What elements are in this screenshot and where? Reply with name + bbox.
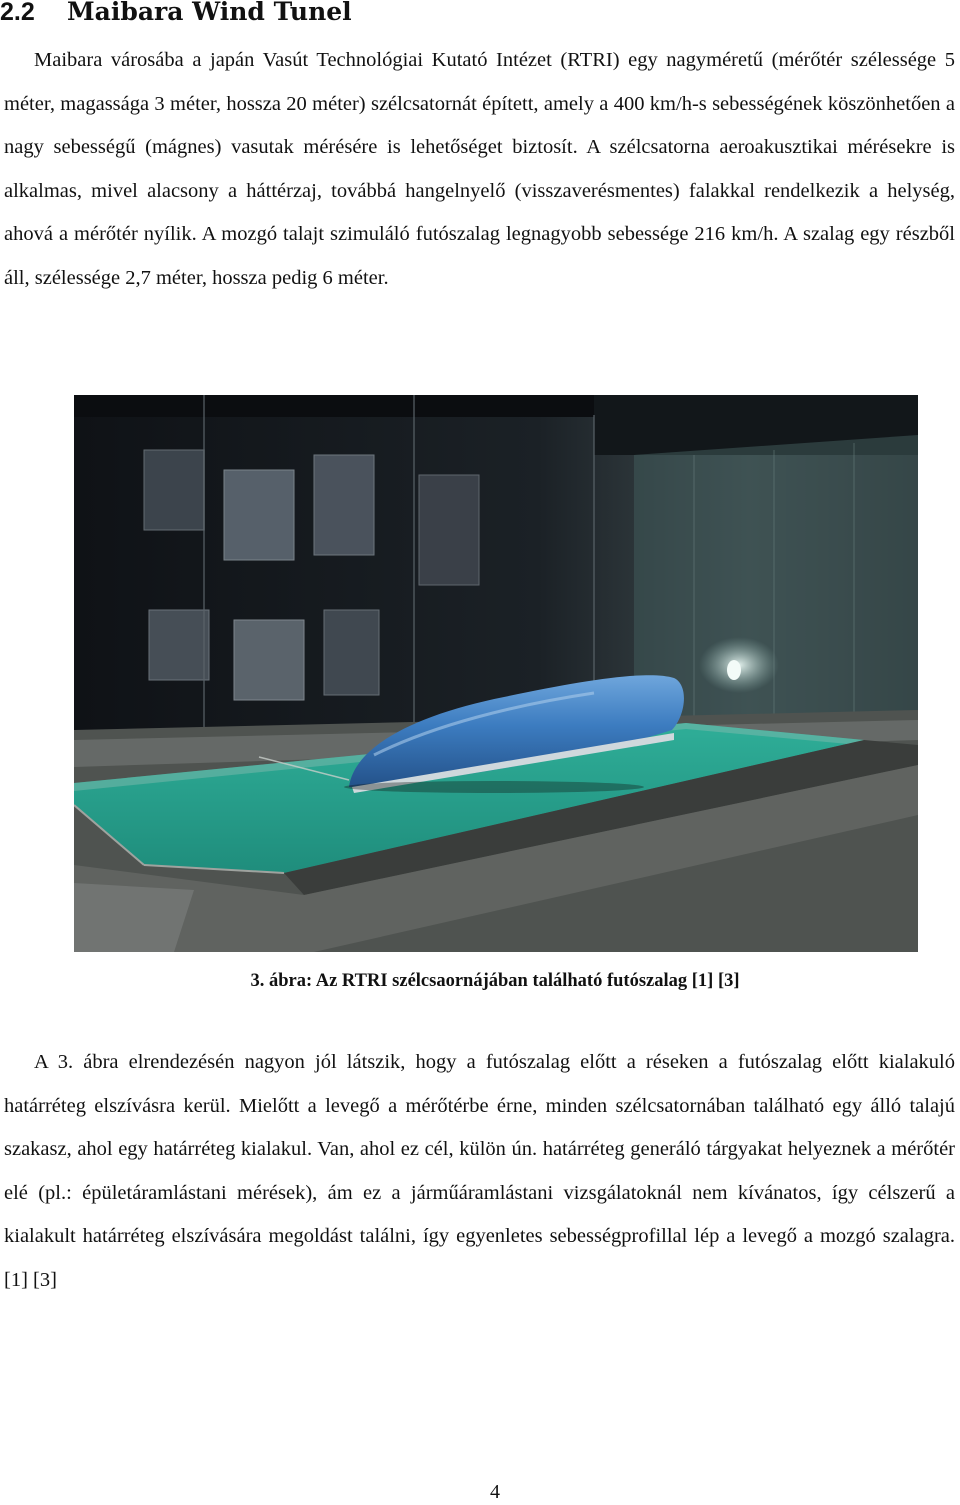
explanation-paragraph: A 3. ábra elrendezésén nagyon jól látszik, hogy a futószalag előtt a réseken a futószalag előtt kialakuló határréteg elszívásra kerül. Mielőtt a levegő a mérőtérbe érne, minden szélcsatornában található egy álló talajú szakasz, ahol egy határréteg kialakul. Van, ahol ez cél, külön ún. határréteg generáló tárgyakat helyeznek a mérőtér elé (pl.: épületáramlástani mérések), ám ez a járműáramlástani vizsgálatoknál nem kívánatos, így célszerű a kialakult határréteg elszívására megoldást találni, így egyenletes sebességprofillal lép a levegő a mozgó szalagra. [1] [3]: [4, 1051, 955, 1291]
section-number: 2.2: [0, 0, 35, 26]
lamp: [727, 660, 741, 680]
figure-caption: 3. ábra: Az RTRI szélcsaornájában található futószalag [1] [3]: [250, 971, 740, 991]
wind-tunnel-photo: [74, 395, 918, 952]
intro-paragraph: Maibara városába a japán Vasút Technológiai Kutató Intézet (RTRI) egy nagyméretű (mérőtér szélessége 5 méter, magassága 3 méter, hossza 20 méter) szélcsatornát épített, amely a 400 km/h-s sebességének köszönhetően a nagy sebességű (mágnes) vasutak mérésére is lehetőséget biztosít. A szélcsatorna aeroakusztikai mérésekre is alkalmas, mivel alacsony a háttérzaj, továbbá hangelnyelő (visszaverésmentes) falakkal rendelkezik a helység, ahová a mérőtér nyílik. A mozgó talajt szimuláló futószalag legnagyobb sebessége 216 km/h. A szalag egy részből áll, szélessége 2,7 méter, hossza pedig 6 méter.: [4, 49, 955, 289]
page-number: 4: [490, 1481, 500, 1503]
section-heading: [0, 0, 352, 28]
section-title: Maibara Wind Tunel: [67, 0, 352, 26]
